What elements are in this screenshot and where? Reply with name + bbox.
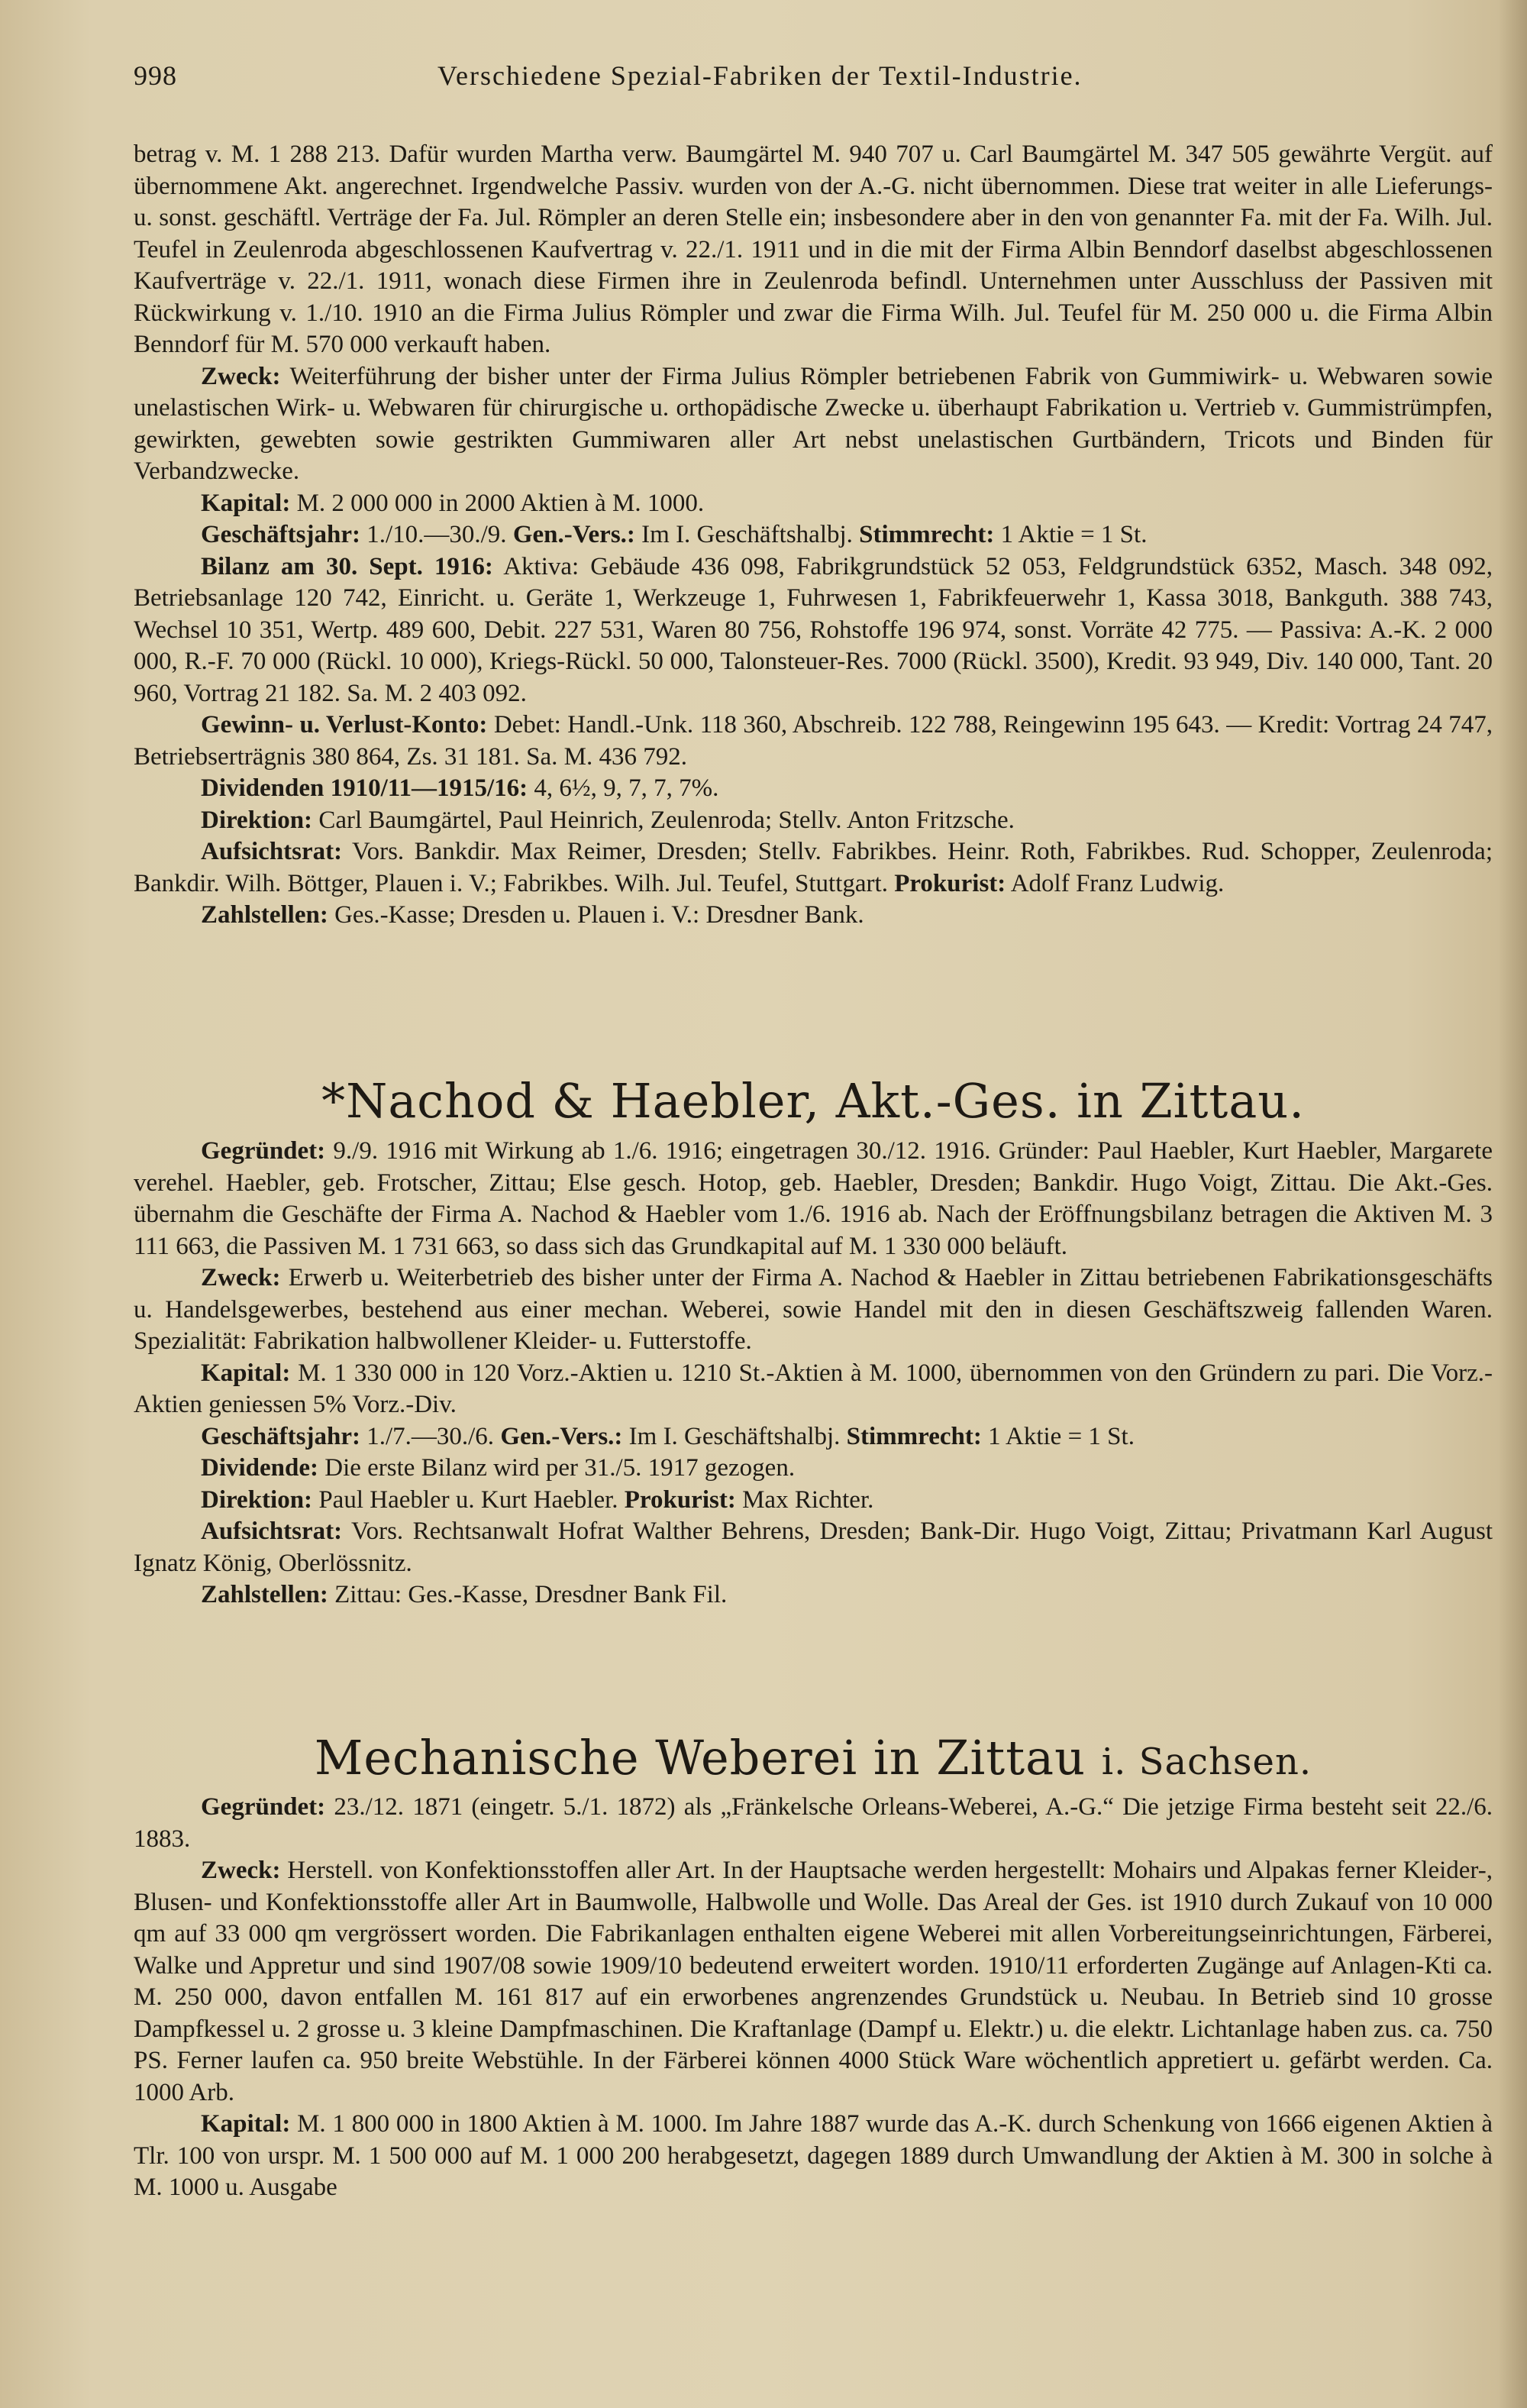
text-aufsichtsrat: Vors. Bankdir. Max Reimer, Dresden; Stellv. Fabrikbes. Heinr. Roth, Fabrikbes. Rud. Schopper, Zeulenroda; Bankdir. Wilh. Böttger, Plauen i. V.; Fabrikbes. Wilh. Jul. Teufel, Stuttgart. — [134, 838, 1493, 897]
text-stimmrecht: 1 Aktie = 1 St. — [1000, 521, 1148, 548]
paragraph-zweck — [134, 1855, 1493, 2109]
entry-nachod-haebler — [134, 1136, 1493, 1611]
text-zahlstellen: Zittau: Ges.-Kasse, Dresdner Bank Fil. — [334, 1581, 728, 1608]
page-number: 998 — [134, 60, 177, 91]
label-dividende: Dividende: — [201, 1454, 319, 1482]
paragraph-bilanz — [134, 551, 1493, 710]
label-prokurist: Prokurist: — [894, 869, 1006, 897]
label-geschaeftsjahr: Geschäftsjahr: — [201, 1422, 360, 1450]
paragraph-zahlstellen — [134, 900, 1493, 932]
label-gewinn: Gewinn- u. Verlust-Konto: — [201, 711, 488, 739]
label-aufsichtsrat: Aufsichtsrat: — [201, 1518, 343, 1545]
running-title: Verschiedene Spezial-Fabriken der Textil-Industrie. — [437, 60, 1083, 91]
text-gegruendet: 23./12. 1871 (eingetr. 5./1. 1872) als „Fränkelsche Orleans-Weberei, A.-G.“ Die jetzige Firma besteht seit 22./6. 1883. — [134, 1793, 1493, 1853]
text-prokurist: Max Richter. — [742, 1485, 874, 1514]
paragraph-kapital — [134, 1358, 1493, 1421]
section-title-mechanische-weberei — [134, 1730, 1493, 1786]
text-kapital: M. 2 000 000 in 2000 Aktien à M. 1000. — [296, 489, 705, 517]
paragraph-zweck — [134, 361, 1493, 488]
label-gen-vers: Gen.-Vers.: — [512, 521, 635, 548]
section-title-suffix: i. Sachsen. — [1101, 1741, 1312, 1783]
text-aufsichtsrat: Vors. Rechtsanwalt Hofrat Walther Behrens, Dresden; Bank-Dir. Hugo Voigt, Zittau; Privatmann Karl August Ignatz König, Oberlössnitz. — [134, 1518, 1493, 1577]
label-zweck: Zweck: — [201, 1264, 281, 1291]
label-zweck: Zweck: — [201, 1857, 281, 1884]
label-zweck: Zweck: — [201, 362, 281, 390]
text-geschaeftsjahr: 1./7.—30./6. — [366, 1422, 495, 1450]
label-prokurist: Prokurist: — [624, 1485, 736, 1514]
text-zahlstellen: Ges.-Kasse; Dresden u. Plauen i. V.: Dresdner Bank. — [334, 901, 864, 929]
label-aufsichtsrat: Aufsichtsrat: — [201, 838, 343, 865]
text-prokurist: Adolf Franz Ludwig. — [1010, 869, 1225, 897]
label-stimmrecht: Stimmrecht: — [859, 521, 995, 548]
paragraph-gegruendet — [134, 1136, 1493, 1262]
label-gegruendet: Gegründet: — [201, 1137, 326, 1165]
label-direktion: Direktion: — [201, 806, 313, 834]
text-dividende: Die erste Bilanz wird per 31./5. 1917 gezogen. — [324, 1454, 796, 1482]
paragraph-kapital — [134, 2109, 1493, 2204]
entry-mechanische-weberei — [134, 1792, 1493, 2204]
paragraph-zahlstellen — [134, 1579, 1493, 1611]
text-direktion: Paul Haebler u. Kurt Haebler. — [318, 1485, 618, 1514]
paragraph-direktion — [134, 1485, 1493, 1517]
text-geschaeftsjahr: 1./10.—30./9. — [366, 521, 507, 548]
text-gewinn: Debet: Handl.-Unk. 118 360, Abschreib. 122 788, Reingewinn 195 643. — Kredit: Vortrag 24 747, Betriebserträgnis 380 864, Zs. 31 181. Sa. M. 436 792. — [134, 711, 1493, 771]
entry-roempler-continued — [134, 139, 1493, 932]
page-header — [134, 60, 1477, 99]
label-bilanz: Bilanz am 30. Sept. 1916: — [201, 552, 493, 580]
label-stimmrecht: Stimmrecht: — [846, 1422, 982, 1450]
label-gen-vers: Gen.-Vers.: — [500, 1422, 623, 1450]
paragraph-aufsichtsrat — [134, 1516, 1493, 1579]
text-zweck: Erwerb u. Weiterbetrieb des bisher unter der Firma A. Nachod & Haebler in Zittau betriebenen Fabrikationsgeschäfts u. Handelsgewerbes, bestehend aus einer mechan. Weberei, sowie Handel mit den in diesen Geschäftszweig fallenden Waren. Spezialität: Fabrikation halbwollener Kleider- u. Futterstoffe. — [134, 1264, 1493, 1355]
section-title-main: Mechanische Weberei in Zittau — [314, 1730, 1086, 1786]
label-gegruendet: Gegründet: — [201, 1793, 326, 1821]
paragraph-dividende — [134, 1453, 1493, 1485]
text-stimmrecht: 1 Aktie = 1 St. — [988, 1422, 1135, 1450]
paragraph-zweck — [134, 1262, 1493, 1358]
label-kapital: Kapital: — [201, 2110, 291, 2138]
text-dividenden: 4, 6½, 9, 7, 7, 7%. — [534, 774, 719, 802]
text-zweck: Herstell. von Konfektionsstoffen aller Art. In der Hauptsache werden hergestellt: Mohairs und Alpakas ferner Kleider-, Blusen- und Konfektionsstoffe aller Art in Baumwolle, Halbwolle und Wolle. Das Areal der Ges. ist 1910 durch Zukauf von 10 000 qm auf 33 000 qm vergrössert worden. Die Fabrikanlagen enthalten eigene Weberei mit allen Vorbereitungseinrichtungen, Färberei, Walke und Appretur und sind 1907/08 sowie 1909/10 bedeutend erweitert worden. 1910/11 erforderten Zugänge auf Anlagen-Kti ca. M. 250 000, davon entfallen M. 161 817 auf ein erworbenes angrenzendes Grundstück u. Neubau. In Betrieb sind 10 grosse Dampfkessel u. 2 grosse u. 3 kleine Dampfmaschinen. Die Kraftanlage (Dampf u. Elektr.) u. die elektr. Lichtanlage haben zus. ca. 750 PS. Ferner laufen ca. 950 breite Webstühle. In der Färberei können 4000 Stück Ware wöchentlich appretiert u. gefärbt werden. Ca. 1000 Arb. — [134, 1857, 1493, 2106]
label-dividenden: Dividenden 1910/11—1915/16: — [201, 774, 528, 802]
text-gen-vers: Im I. Geschäftshalbj. — [628, 1422, 841, 1450]
paragraph-gegruendet — [134, 1792, 1493, 1855]
text-gen-vers: Im I. Geschäftshalbj. — [641, 521, 853, 548]
text-bilanz: Aktiva: Gebäude 436 098, Fabrikgrundstück 52 053, Feldgrundstück 6352, Masch. 348 092, Betriebsanlage 120 742, Einricht. u. Geräte 1, Werkzeuge 1, Fuhrwesen 1, Fabrikfeuerwehr 1, Kassa 3018, Bankguth. 388 743, Wechsel 10 351, Wertp. 489 600, Debit. 227 531, Waren 80 756, Rohstoffe 196 974, sonst. Vorräte 42 775. — Passiva: A.-K. 2 000 000, R.-F. 70 000 (Rückl. 10 000), Kriegs-Rückl. 50 000, Talonsteuer-Res. 7000 (Rückl. 3500), Kredit. 93 949, Div. 140 000, Tant. 20 960, Vortrag 21 182. Sa. M. 2 403 092. — [134, 552, 1493, 707]
paragraph-kapital — [134, 488, 1493, 520]
text-kapital: M. 1 330 000 in 120 Vorz.-Aktien u. 1210 St.-Aktien à M. 1000, übernommen von den Gründern zu pari. Die Vorz.-Aktien geniessen 5% Vorz.-Div. — [134, 1359, 1493, 1418]
text-zweck: Weiterführung der bisher unter der Firma Julius Römpler betriebenen Fabrik von Gummiwirk- u. Webwaren sowie unelastischen Wirk- u. Webwaren für chirurgische u. orthopädische Zwecke u. überhaupt Fabrikation u. Vertrieb v. Gummistrümpfen, gewirkten, gewebten sowie gestrikten Gummiwaren aller Art nebst unelastischen Gurtbändern, Tricots und Binden für Verbandzwecke. — [134, 362, 1493, 485]
label-zahlstellen: Zahlstellen: — [201, 901, 328, 929]
label-kapital: Kapital: — [201, 1359, 291, 1387]
paragraph-gewinn — [134, 709, 1493, 773]
paragraph-history: betrag v. M. 1 288 213. Dafür wurden Martha verw. Baumgärtel M. 940 707 u. Carl Baumgärtel M. 347 505 gewährte Vergüt. auf übernommene Akt. angerechnet. Irgendwelche Passiv. wurden von der A.-G. nicht übernommen. Diese trat weiter in alle Lieferungs- u. sonst. geschäftl. Verträge der Fa. Jul. Römpler an deren Stelle ein; insbesondere aber in den von genannter Fa. mit der Fa. Wilh. Jul. Teufel in Zeulenroda abgeschlossenen Kaufvertrag v. 22./1. 1911 und in die mit der Firma Albin Benndorf daselbst abgeschlossenen Kaufverträge v. 22./1. 1911, wonach diese Firmen ihre in Zeulenroda befindl. Unternehmen unter Ausschluss der Passiven mit Rückwirkung v. 1./10. 1910 an die Firma Julius Römpler und zwar die Firma Wilh. Jul. Teufel für M. 250 000 u. die Firma Albin Benndorf für M. 570 000 verkauft haben. — [134, 141, 1493, 358]
text-direktion: Carl Baumgärtel, Paul Heinrich, Zeulenroda; Stellv. Anton Fritzsche. — [318, 806, 1015, 834]
label-geschaeftsjahr: Geschäftsjahr: — [201, 521, 360, 548]
label-direktion: Direktion: — [201, 1485, 313, 1514]
label-kapital: Kapital: — [201, 489, 291, 517]
paragraph-geschaeftsjahr — [134, 1421, 1493, 1453]
label-zahlstellen: Zahlstellen: — [201, 1581, 328, 1608]
section-title-nachod-haebler: *Nachod & Haebler, Akt.-Ges. in Zittau. — [321, 1073, 1305, 1129]
paragraph-direktion — [134, 805, 1493, 837]
page-edge-shadow — [1498, 0, 1527, 2408]
paragraph-dividenden — [134, 773, 1493, 805]
paragraph-geschaeftsjahr — [134, 519, 1493, 551]
text-kapital: M. 1 800 000 in 1800 Aktien à M. 1000. Im Jahre 1887 wurde das A.-K. durch Schenkung von 1666 eigenen Aktien à Tlr. 100 von urspr. M. 1 500 000 auf M. 1 000 200 herabgesetzt, dagegen 1889 durch Umwandlung der Aktien à M. 300 in solche à M. 1000 u. Ausgabe — [134, 2110, 1493, 2201]
paragraph-aufsichtsrat — [134, 836, 1493, 900]
text-gegruendet: 9./9. 1916 mit Wirkung ab 1./6. 1916; eingetragen 30./12. 1916. Gründer: Paul Haebler, Kurt Haebler, Margarete verehel. Haebler, geb. Frotscher, Zittau; Else gesch. Hotop, geb. Haebler, Dresden; Bankdir. Hugo Voigt, Zittau. Die Akt.-Ges. übernahm die Geschäfte der Firma A. Nachod & Haebler vom 1./6. 1916 ab. Nach der Eröffnungsbilanz betragen die Aktiven M. 3 111 663, die Passiven M. 1 731 663, so dass sich das Grundkapital auf M. 1 330 000 beläuft. — [134, 1137, 1493, 1260]
